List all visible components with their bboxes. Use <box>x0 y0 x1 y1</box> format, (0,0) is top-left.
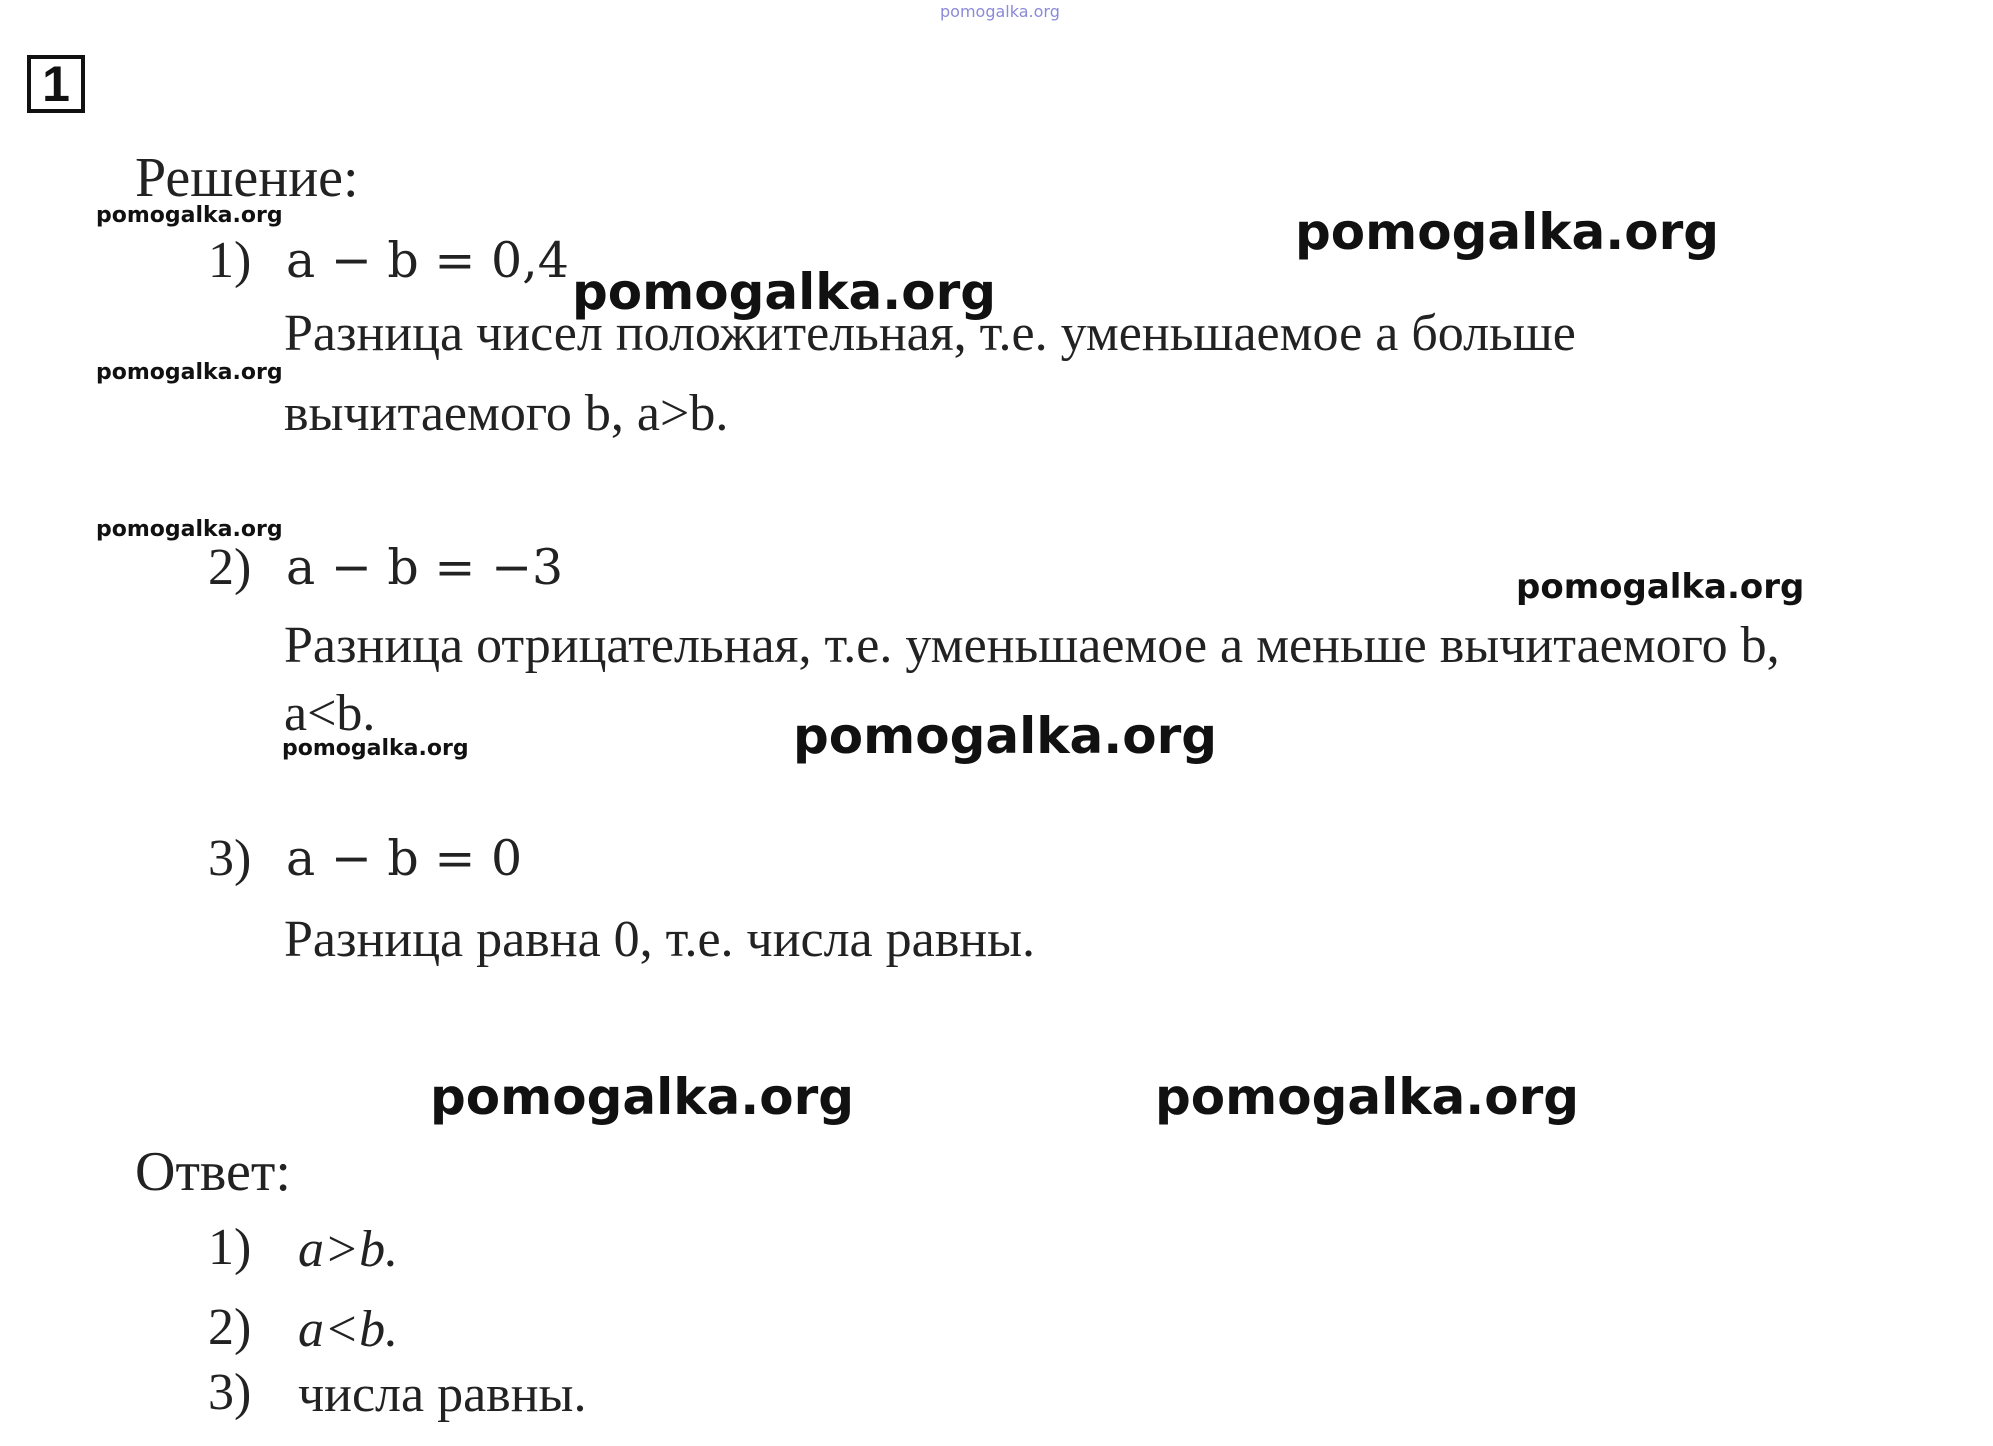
watermark-big-4: pomogalka.org <box>430 1068 855 1126</box>
item-1-number: 1) <box>208 232 252 289</box>
item-2-formula: a − b = −3 <box>286 539 564 596</box>
solution-heading: Решение: <box>135 147 359 209</box>
answer-2-number: 2) <box>208 1299 252 1356</box>
item-2-number: 2) <box>208 539 252 596</box>
item-2-text-line-1: Разница отрицательная, т.е. уменьшаемое a меньше вычитаемого b, <box>284 617 1780 674</box>
item-2-text-line-2: a<b. <box>284 685 376 742</box>
answer-2-text: a<b. <box>298 1301 399 1358</box>
item-3-formula: a − b = 0 <box>286 830 523 887</box>
watermark-top: pomogalka.org <box>940 2 1060 21</box>
watermark-small-1: pomogalka.org <box>96 203 283 228</box>
item-3-number: 3) <box>208 830 252 887</box>
watermark-small-4: pomogalka.org <box>282 736 469 761</box>
answer-3-text: числа равны. <box>298 1366 587 1423</box>
watermark-big-2: pomogalka.org <box>572 263 997 321</box>
answer-heading: Ответ: <box>135 1141 291 1203</box>
item-1-text-line-2: вычитаемого b, a>b. <box>284 385 729 442</box>
answer-3-number: 3) <box>208 1364 252 1421</box>
item-1-text-line-1: Разница чисел положительная, т.е. уменьшаемое a больше <box>284 305 1576 362</box>
item-3-text-line-1: Разница равна 0, т.е. числа равны. <box>284 911 1036 968</box>
watermark-big-5: pomogalka.org <box>1155 1068 1580 1126</box>
watermark-small-3: pomogalka.org <box>96 517 283 542</box>
item-1-formula: a − b = 0,4 <box>286 232 569 289</box>
watermark-big-3: pomogalka.org <box>793 707 1218 765</box>
watermark-big-1: pomogalka.org <box>1295 203 1720 261</box>
task-number-box: 1 <box>27 55 85 113</box>
watermark-mid-1: pomogalka.org <box>1516 567 1805 607</box>
answer-1-number: 1) <box>208 1219 252 1276</box>
watermark-small-2: pomogalka.org <box>96 360 283 385</box>
answer-1-text: a>b. <box>298 1221 399 1278</box>
